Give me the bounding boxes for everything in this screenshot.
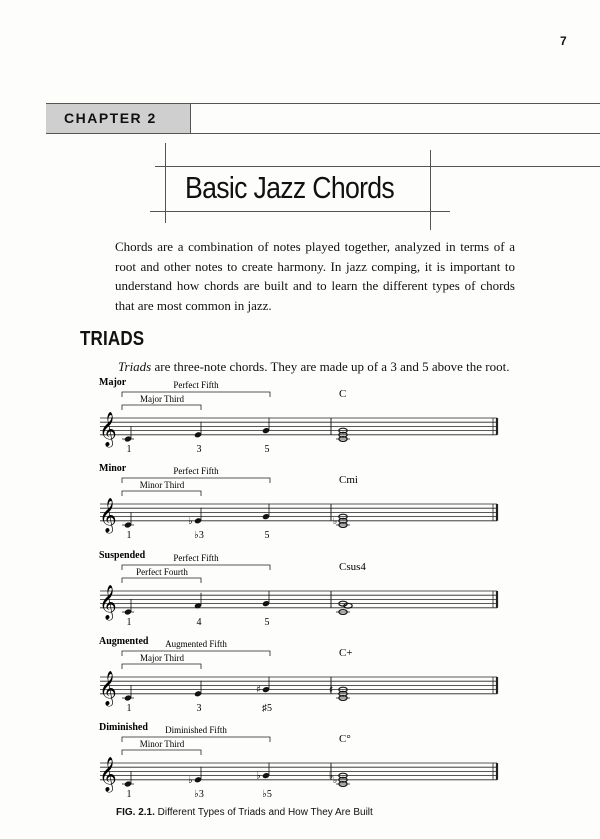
section-heading: TRIADS — [80, 328, 145, 350]
treble-clef-icon: 𝄞 — [99, 497, 117, 533]
scale-degree-label: 4 — [196, 616, 202, 628]
flat-sign-icon: ♭ — [256, 770, 261, 782]
chord-symbol: C+ — [339, 647, 353, 659]
chord-symbol: C° — [339, 733, 351, 745]
chord-symbol: C — [339, 388, 347, 400]
scale-degree-label: 1 — [126, 702, 132, 714]
outer-interval-label: Perfect Fifth — [173, 380, 219, 390]
sharp-sign-icon: ♯ — [256, 684, 261, 696]
scale-degree-label: 1 — [126, 443, 132, 455]
scale-degree-label: 3 — [196, 702, 202, 714]
chapter-label: CHAPTER 2 — [64, 110, 157, 126]
treble-clef-icon: 𝄞 — [99, 411, 117, 447]
scale-degree-label: 5 — [264, 529, 270, 541]
scale-degree-label: 5 — [264, 443, 270, 455]
inner-interval-label: Major Third — [139, 653, 185, 663]
inner-interval-label: Perfect Fourth — [136, 567, 188, 577]
inner-interval-bracket — [122, 578, 201, 583]
outer-interval-label: Perfect Fifth — [173, 466, 219, 476]
scale-degree-label: ♭3 — [194, 788, 204, 800]
triads-term: Triads — [118, 359, 152, 374]
triad-type-label: Major — [99, 377, 127, 388]
inner-interval-label: Minor Third — [139, 739, 185, 749]
sharp-sign-icon: ♯ — [329, 685, 334, 696]
inner-interval-label: Minor Third — [139, 480, 185, 490]
outer-interval-label: Augmented Fifth — [165, 639, 227, 649]
scale-degree-label: ♯5 — [262, 702, 272, 714]
page-number: 7 — [560, 34, 567, 48]
flat-sign-icon: ♭ — [188, 515, 193, 527]
flat-sign-icon: ♭ — [188, 774, 193, 786]
triad-type-label: Augmented — [99, 636, 149, 647]
scale-degree-label: 1 — [126, 529, 132, 541]
scale-degree-label: 1 — [126, 616, 132, 628]
outer-interval-label: Diminished Fifth — [165, 725, 227, 735]
flat-sign-icon: ♭ — [333, 516, 338, 527]
triad-type-label: Suspended — [99, 550, 146, 561]
inner-interval-bracket — [122, 664, 201, 669]
section-intro-rest: are three-note chords. They are made up of a 3 and 5 above the root. — [151, 359, 510, 374]
scale-degree-label: ♭5 — [262, 788, 272, 800]
figure-caption — [116, 807, 373, 818]
chord-symbol: Csus4 — [339, 561, 366, 573]
treble-clef-icon: 𝄞 — [99, 670, 117, 706]
chord-symbol: Cmi — [339, 474, 358, 486]
inner-interval-bracket — [122, 491, 201, 496]
triad-type-label: Diminished — [99, 722, 148, 733]
triad-type-label: Minor — [99, 463, 127, 474]
treble-clef-icon: 𝄞 — [99, 756, 117, 792]
flat-sign-icon: ♭ — [329, 771, 334, 782]
inner-interval-bracket — [122, 750, 201, 755]
inner-interval-label: Major Third — [139, 394, 185, 404]
scale-degree-label: ♭3 — [194, 529, 204, 541]
flat-sign-icon: ♭ — [333, 775, 338, 786]
scale-degree-label: 5 — [264, 616, 270, 628]
intro-paragraph: Chords are a combination of notes played together, analyzed in terms of a root and other notes to create harmony. In jazz comping, it is important to understand how chords are built and to learn the different types of chords that are most common in jazz. — [115, 239, 515, 313]
chapter-title: Basic Jazz Chords — [185, 170, 395, 205]
scale-degree-label: 1 — [126, 788, 132, 800]
treble-clef-icon: 𝄞 — [99, 584, 117, 620]
scale-degree-label: 3 — [196, 443, 202, 455]
figure-caption-label: FIG. 2.1. — [116, 807, 155, 818]
outer-interval-label: Perfect Fifth — [173, 553, 219, 563]
inner-interval-bracket — [122, 405, 201, 410]
figure-caption-text: Different Types of Triads and How They Are Built — [154, 807, 373, 818]
